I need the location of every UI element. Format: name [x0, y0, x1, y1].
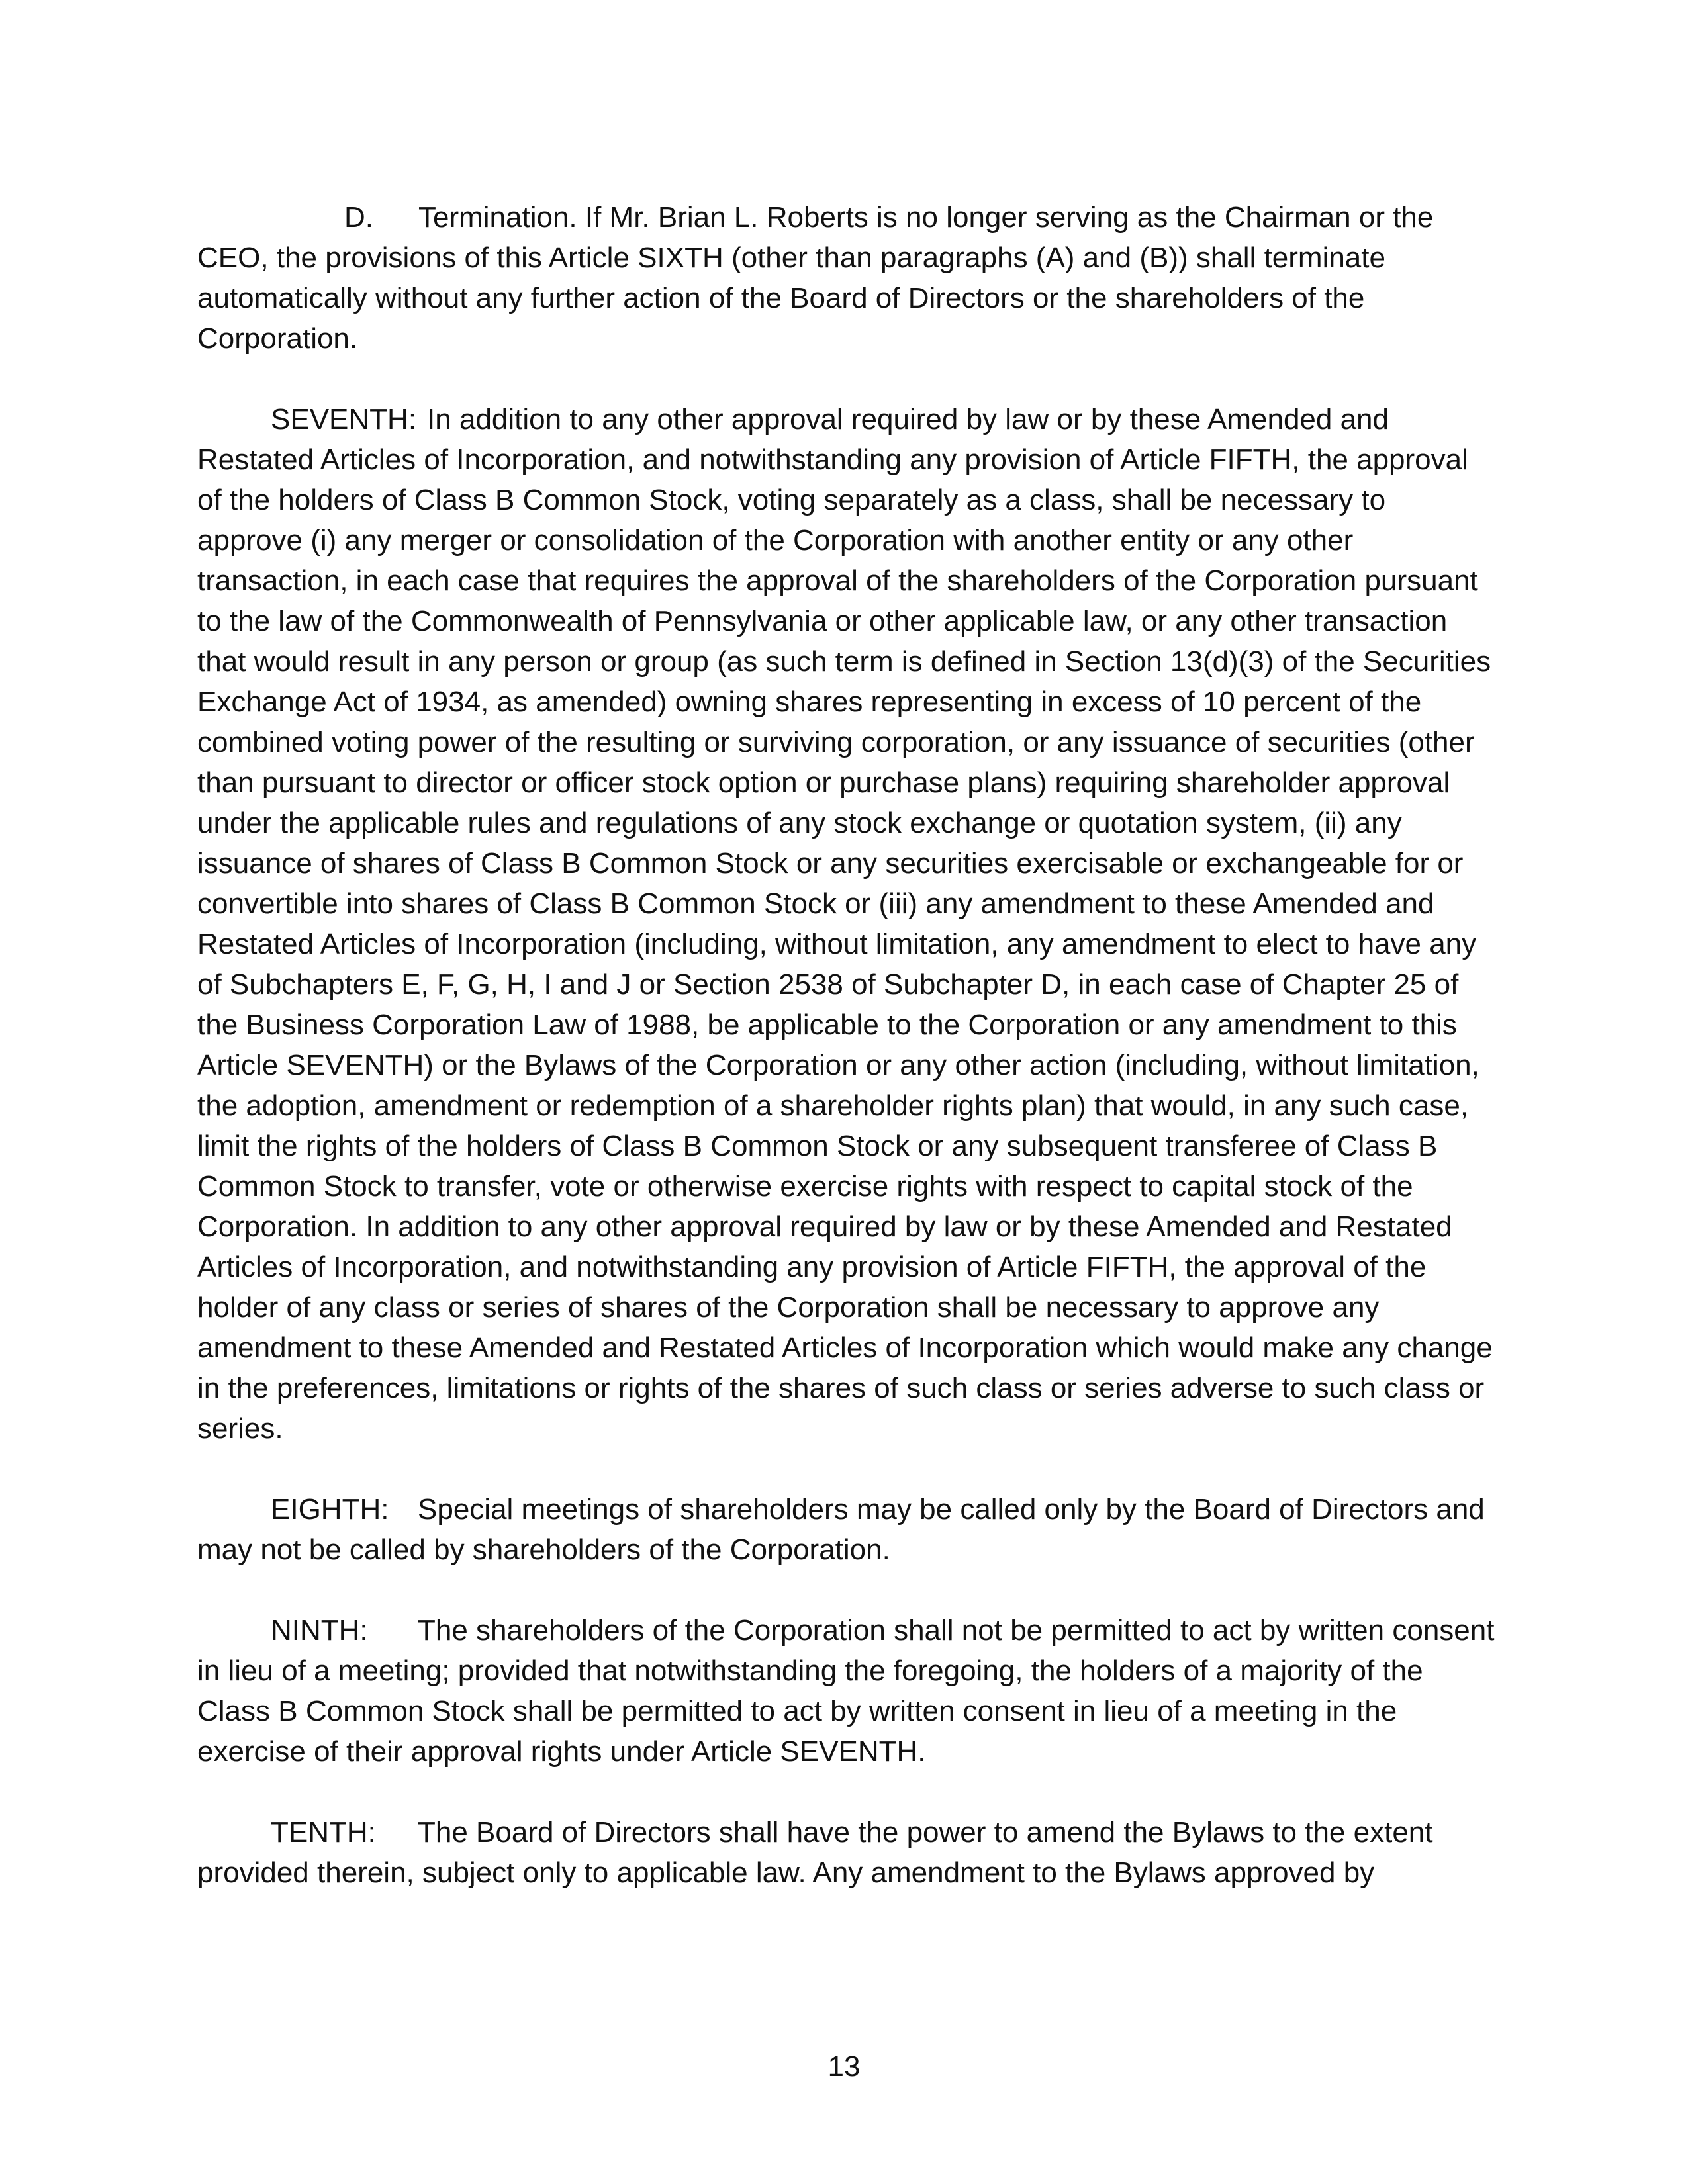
paragraph-lead: EIGHTH: [271, 1493, 389, 1525]
page-number: 13 [827, 2050, 861, 2083]
paragraph-text: Termination. If Mr. Brian L. Roberts is no longer serving as the Chairman or the CEO, the provisions of this Article SIXTH (other than paragraphs (A) and (B)) shall terminate automatically without any further action of the Board of Directors or the shareholders of the Corporation. [197, 201, 1434, 355]
paragraph-lead: SEVENTH: [271, 403, 417, 435]
paragraph-text: In addition to any other approval required by law or by these Amended and Restated Articles of Incorporation, and notwithstanding any provision of Article FIFTH, the approval of the holders of Class B Common Stock, voting separately as a class, shall be necessary to approve (i) any merger or consolidation of the Corporation with another entity or any other transaction, in each case that requires the approval of the shareholders of the Corporation pursuant to the law of the Commonwealth of Pennsylvania or other applicable law, or any other transaction that would result in any person or group (as such term is defined in Section 13(d)(3) of the Securities Exchange Act of 1934, as amended) owning shares representing in excess of 10 percent of the combined voting power of the resulting or surviving corporation, or any issuance of securities (other than pursuant to director or officer stock option or purchase plans) requiring shareholder approval under the applicable rules and regulations of any stock exchange or quotation system, (ii) any issuance of shares of Class B Common Stock or any securities exercisable or exchangeable for or convertible into shares of Class B Common Stock or (iii) any amendment to these Amended and Restated Articles of Incorporation (including, without limitation, any amendment to elect to have any of Subchapters E, F, G, H, I and J or Section 2538 of Subchapter D, in each case of Chapter 25 of the Business Corporation Law of 1988, be applicable to the Corporation or any amendment to this Article SEVENTH) or the Bylaws of the Corporation or any other action (including, without limitation, the adoption, amendment or redemption of a shareholder rights plan) that would, in any such case, limit the rights of the holders of Class B Common Stock or any subsequent transferee of Class B Common Stock to transfer, vote or otherwise exercise rights with respect to capital stock of the Corporation. In addition to any other approval required by law or by these Amended and Restated Articles of Incorporation, and notwithstanding any provision of Article FIFTH, the approval of the holder of any class or series of shares of the Corporation shall be necessary to approve any amendment to these Amended and Restated Articles of Incorporation which would make any change in the preferences, limitations or rights of the shares of such class or series adverse to such class or series. [197, 403, 1493, 1445]
paragraph-seventh [197, 399, 1495, 1449]
document-body [197, 197, 1495, 1933]
paragraph-text: Special meetings of shareholders may be called only by the Board of Directors and may not be called by shareholders of the Corporation. [197, 1493, 1485, 1566]
paragraph-lead: TENTH: [271, 1816, 376, 1848]
paragraph-tenth [197, 1812, 1495, 1893]
paragraph-termination [197, 197, 1495, 359]
paragraph-text: The shareholders of the Corporation shall not be permitted to act by written consent in lieu of a meeting; provided that notwithstanding the foregoing, the holders of a majority of the Class B Common Stock shall be permitted to act by written consent in lieu of a meeting in the exercise of their approval rights under Article SEVENTH. [197, 1614, 1495, 1768]
paragraph-eighth [197, 1489, 1495, 1570]
paragraph-text: The Board of Directors shall have the power to amend the Bylaws to the extent provided therein, subject only to applicable law. Any amendment to the Bylaws approved by [197, 1816, 1433, 1889]
paragraph-lead: NINTH: [271, 1614, 368, 1647]
paragraph-ninth [197, 1610, 1495, 1772]
paragraph-lead: D. [344, 201, 373, 234]
